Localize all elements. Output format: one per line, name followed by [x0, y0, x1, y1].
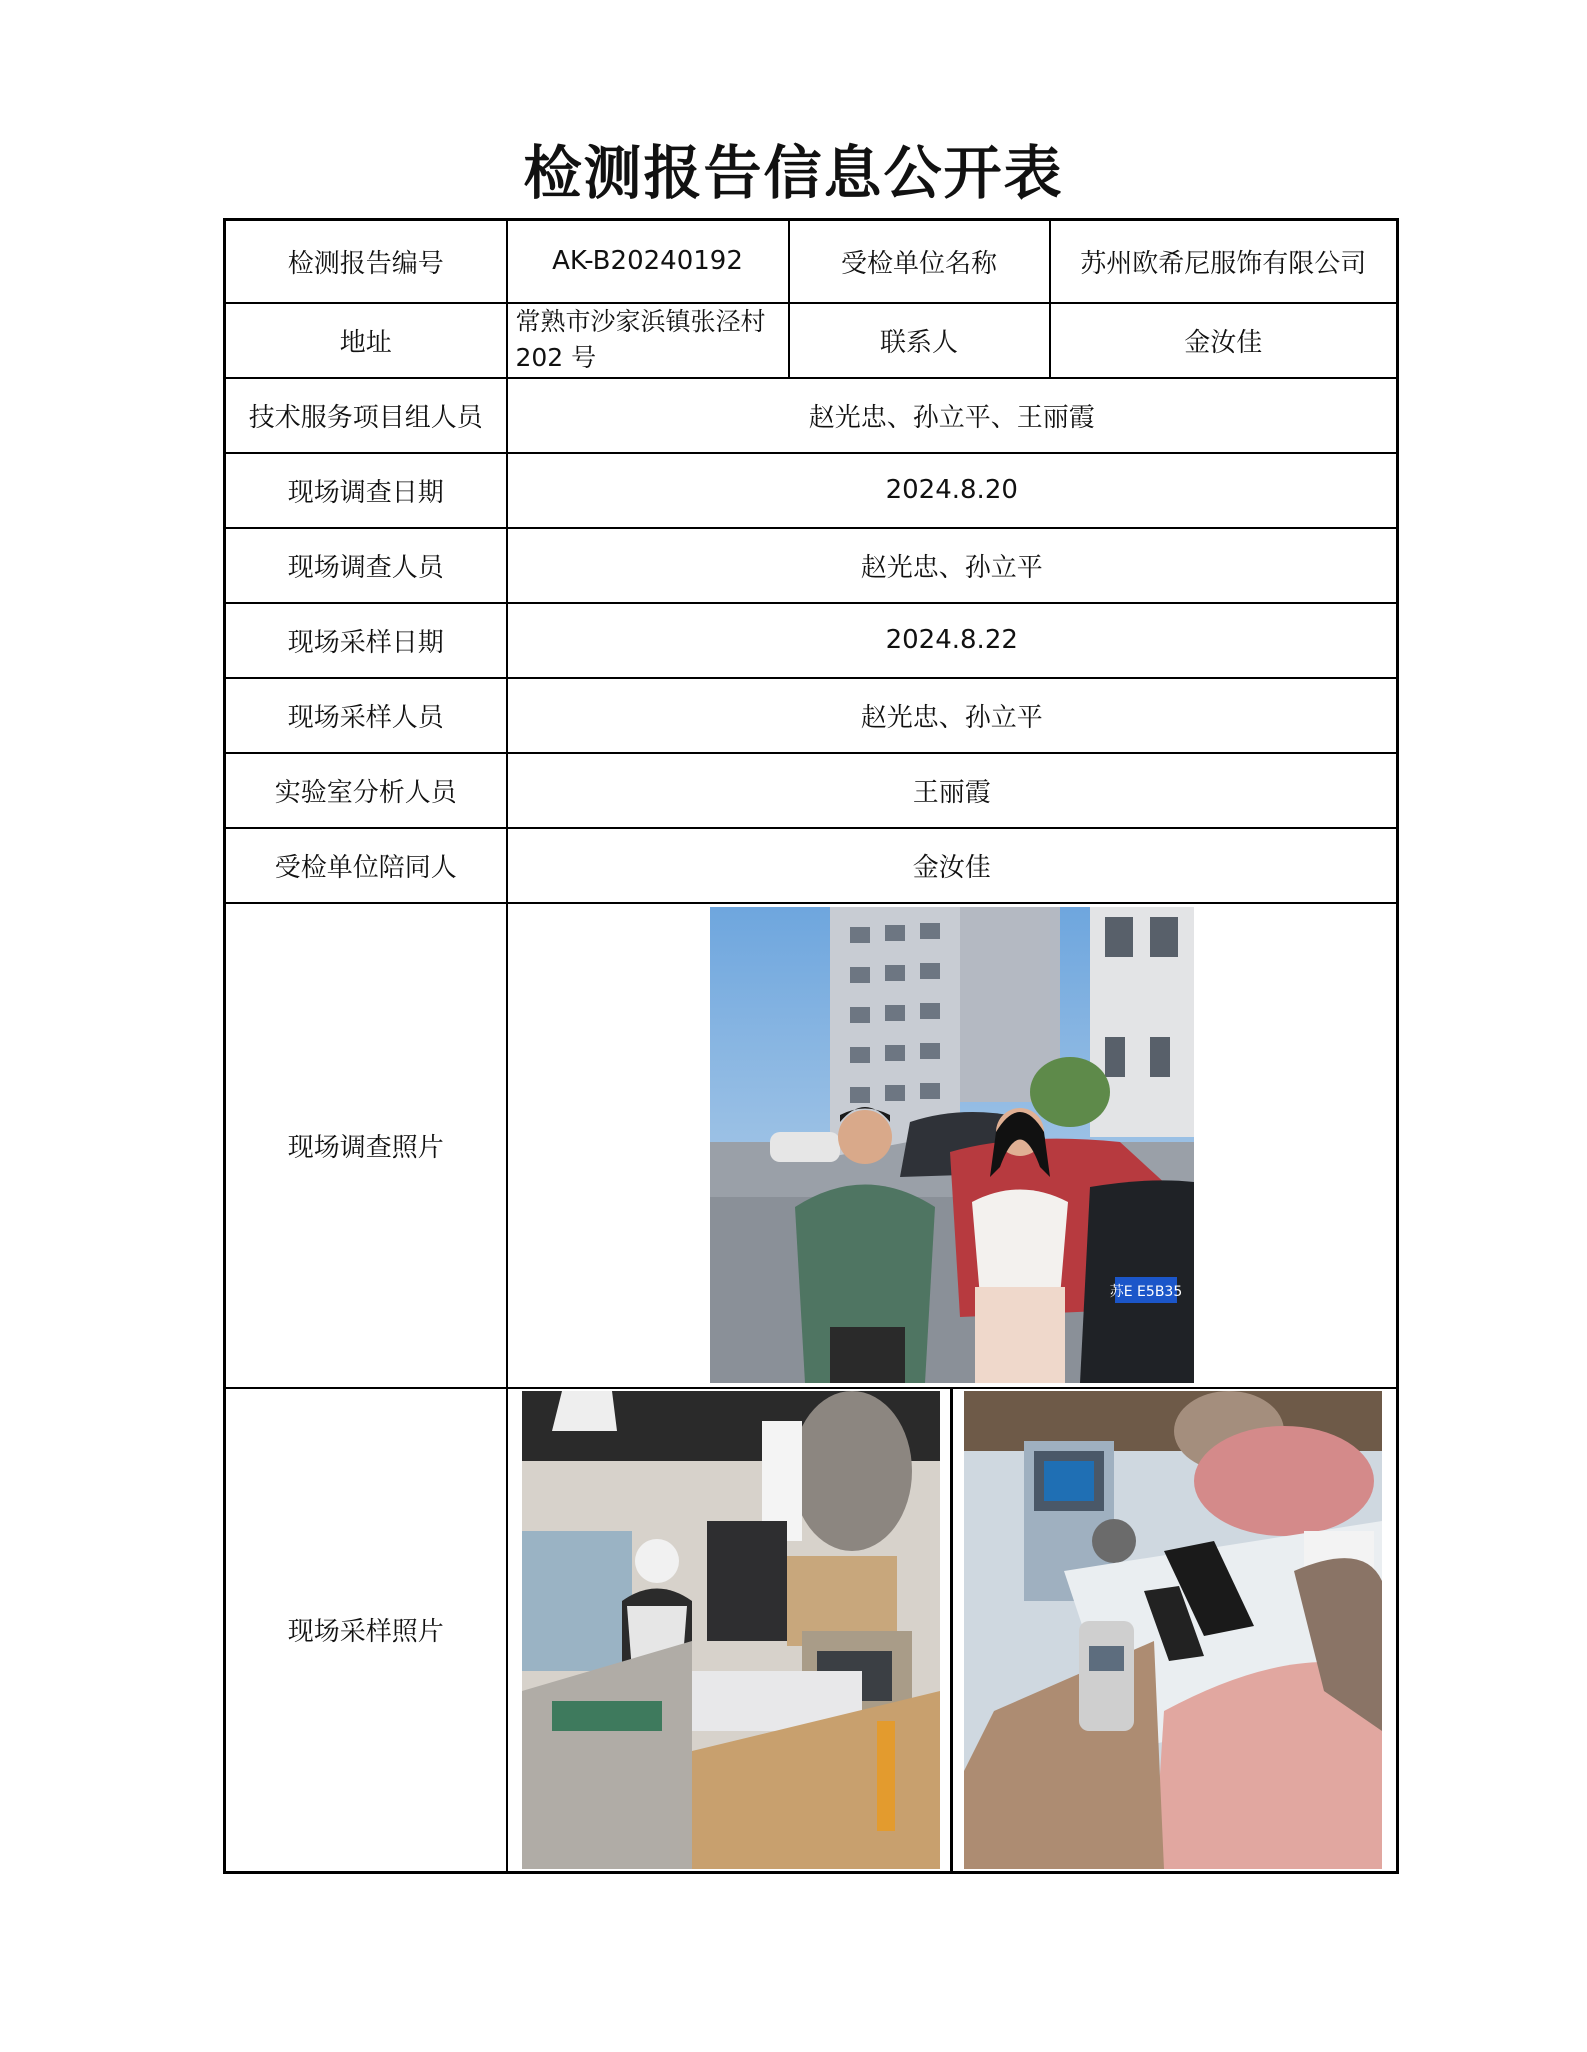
escort-label: 受检单位陪同人	[225, 828, 507, 903]
survey-staff-label: 现场调查人员	[225, 528, 507, 603]
survey-photo-label: 现场调查照片	[225, 903, 507, 1388]
report-no-label: 检测报告编号	[225, 220, 507, 303]
table-row	[225, 678, 1398, 753]
address-value: 常熟市沙家浜镇张泾村 202 号	[507, 303, 789, 378]
sample-date-value: 2024.8.22	[507, 603, 1398, 678]
unit-name-value: 苏州欧希尼服饰有限公司	[1050, 220, 1398, 303]
address-label: 地址	[225, 303, 507, 378]
sample-photo-cell	[507, 1388, 1398, 1873]
table-row	[225, 753, 1398, 828]
unit-name-label: 受检单位名称	[789, 220, 1050, 303]
table-row	[225, 528, 1398, 603]
table-row	[225, 220, 1398, 303]
table-row	[225, 453, 1398, 528]
table-row	[225, 603, 1398, 678]
license-plate-text: 苏E E5B35	[1109, 1284, 1182, 1300]
contact-label: 联系人	[789, 303, 1050, 378]
report-info-table	[223, 218, 1399, 1874]
survey-date-value: 2024.8.20	[507, 453, 1398, 528]
table-row	[225, 903, 1398, 1388]
photo-divider	[950, 1389, 953, 1871]
sample-date-label: 现场采样日期	[225, 603, 507, 678]
table-row	[225, 303, 1398, 378]
contact-value: 金汝佳	[1050, 303, 1398, 378]
lab-staff-label: 实验室分析人员	[225, 753, 507, 828]
survey-photo-cell	[507, 903, 1398, 1388]
lab-staff-value: 王丽霞	[507, 753, 1398, 828]
table-row	[225, 1388, 1398, 1873]
sample-staff-label: 现场采样人员	[225, 678, 507, 753]
survey-photo	[710, 907, 1194, 1383]
sample-photo-label: 现场采样照片	[225, 1388, 507, 1873]
page-title: 检测报告信息公开表	[523, 139, 1064, 207]
sample-staff-value: 赵光忠、孙立平	[507, 678, 1398, 753]
survey-date-label: 现场调查日期	[225, 453, 507, 528]
sample-photo-1	[522, 1391, 940, 1869]
team-label: 技术服务项目组人员	[225, 378, 507, 453]
table-row	[225, 828, 1398, 903]
table-row	[225, 378, 1398, 453]
escort-value: 金汝佳	[507, 828, 1398, 903]
survey-staff-value: 赵光忠、孙立平	[507, 528, 1398, 603]
sample-photo-2	[964, 1391, 1382, 1869]
team-value: 赵光忠、孙立平、王丽霞	[507, 378, 1398, 453]
report-no-value: AK-B20240192	[507, 220, 789, 303]
